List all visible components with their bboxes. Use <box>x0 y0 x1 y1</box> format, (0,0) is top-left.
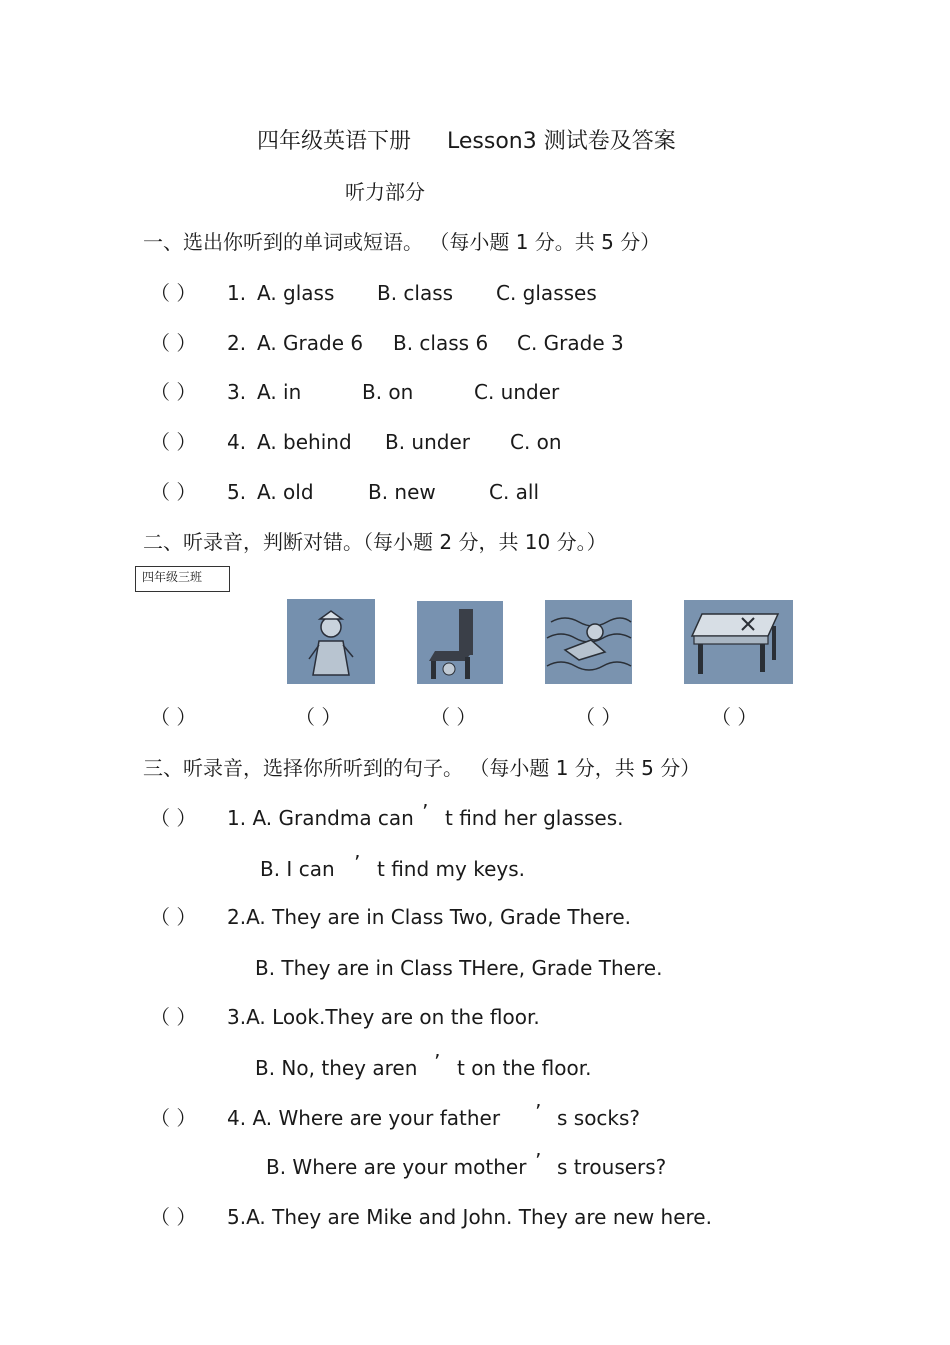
sentence-1b-start: B. I can <box>260 857 335 881</box>
sentence-1a-end: t find her glasses. <box>445 806 624 830</box>
sentence-2a: 2.A. They are in Class Two, Grade There. <box>227 905 631 929</box>
item-number: 3. <box>227 380 247 404</box>
option-a: A. Grade 6 <box>257 331 364 355</box>
option-b: B. on <box>362 380 414 404</box>
answer-bracket[interactable]: （ ） <box>150 905 197 929</box>
item-number: 5. <box>227 480 247 504</box>
option-c: C. all <box>489 480 540 504</box>
answer-bracket[interactable]: （ ） <box>150 1005 197 1029</box>
title-prefix: 四年级英语下册 <box>257 129 412 154</box>
sentence-4b-start: B. Where are your mother <box>266 1155 527 1179</box>
option-b: B. new <box>368 480 436 504</box>
option-b: B. under <box>385 430 471 454</box>
apostrophe: ’ <box>422 800 429 824</box>
apostrophe: ’ <box>354 851 361 875</box>
sentence-2b: B. They are in Class THere, Grade There. <box>255 956 663 980</box>
sentence-4a-end: s socks? <box>557 1106 641 1130</box>
answer-bracket[interactable]: （ ） <box>150 705 197 729</box>
answer-bracket[interactable]: （ ） <box>150 430 197 454</box>
title-suffix: 测试卷及答案 <box>543 129 676 154</box>
sentence-3b-end: t on the floor. <box>457 1056 592 1080</box>
option-c: C. Grade 3 <box>517 331 624 355</box>
item-number: 1. <box>227 281 247 305</box>
answer-bracket[interactable]: （ ） <box>150 380 197 404</box>
section3-heading: 三、听录音，选择你所听到的句子。 （每小题 1 分，共 5 分） <box>143 756 701 780</box>
option-b: B. class 6 <box>393 331 489 355</box>
apostrophe: ’ <box>535 1100 542 1124</box>
option-c: C. glasses <box>496 281 597 305</box>
class-label-box: 四年级三班 <box>135 566 230 592</box>
section1-heading: 一、选出你听到的单词或短语。 （每小题 1 分。共 5 分） <box>143 230 661 254</box>
option-a: A. behind <box>257 430 352 454</box>
option-c: C. under <box>474 380 560 404</box>
sentence-1b-end: t find my keys. <box>377 857 525 881</box>
answer-bracket[interactable]: （ ） <box>711 705 758 729</box>
page-title <box>257 129 676 155</box>
subtitle: 听力部分 <box>345 180 425 204</box>
option-b: B. class <box>377 281 454 305</box>
sentence-3a: 3.A. Look.They are on the floor. <box>227 1005 540 1029</box>
answer-bracket[interactable]: （ ） <box>150 1106 197 1130</box>
option-a: A. old <box>257 480 314 504</box>
sentence-5a: 5.A. They are Mike and John. They are new here. <box>227 1205 712 1229</box>
answer-bracket[interactable]: （ ） <box>430 705 477 729</box>
option-a: A. in <box>257 380 302 404</box>
sentence-3b-start: B. No, they aren <box>255 1056 418 1080</box>
title-lesson: Lesson3 <box>447 129 537 154</box>
option-c: C. on <box>510 430 562 454</box>
answer-bracket[interactable]: （ ） <box>150 480 197 504</box>
answer-bracket[interactable]: （ ） <box>150 331 197 355</box>
apostrophe: ’ <box>535 1149 542 1173</box>
swimming-picture <box>545 600 632 684</box>
answer-bracket[interactable]: （ ） <box>150 1205 197 1229</box>
item-number: 4. <box>227 430 247 454</box>
answer-bracket[interactable]: （ ） <box>150 281 197 305</box>
apostrophe: ’ <box>434 1050 441 1074</box>
sentence-4a-start: 4. A. Where are your father <box>227 1106 501 1130</box>
option-a: A. glass <box>257 281 335 305</box>
chair-picture <box>417 601 503 684</box>
desk-picture <box>684 600 793 684</box>
answer-bracket[interactable]: （ ） <box>575 705 622 729</box>
sentence-1a-start: 1. A. Grandma can <box>227 806 414 830</box>
sentence-4b-end: s trousers? <box>557 1155 667 1179</box>
answer-bracket[interactable]: （ ） <box>150 806 197 830</box>
answer-bracket[interactable]: （ ） <box>295 705 342 729</box>
section2-heading: 二、听录音，判断对错。（每小题 2 分，共 10 分。） <box>143 530 607 554</box>
nurse-picture <box>287 599 375 684</box>
item-number: 2. <box>227 331 247 355</box>
